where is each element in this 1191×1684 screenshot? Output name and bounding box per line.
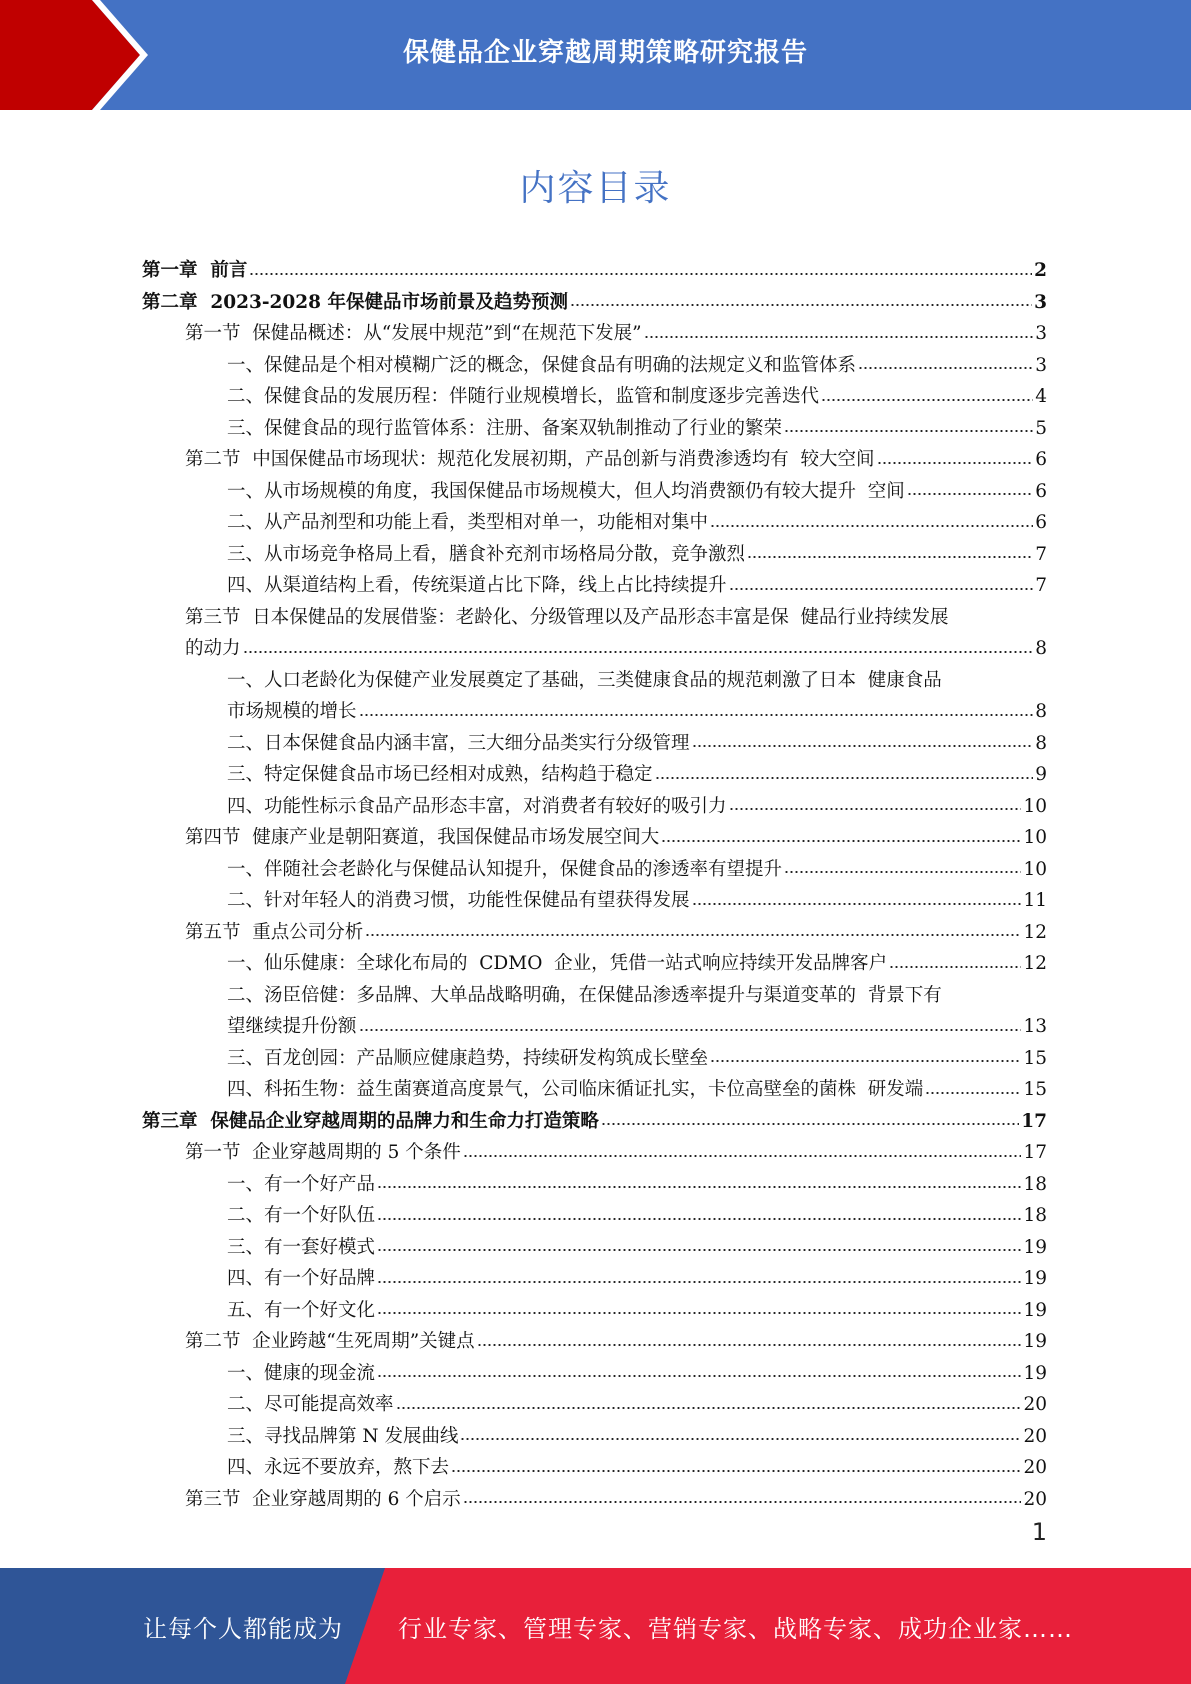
toc-entry-page: 10: [1023, 827, 1047, 848]
dot-leader: [784, 858, 1021, 877]
toc-entry-title: 四、科拓生物：益生菌赛道高度景气，公司临床循证扎实，卡位高壁垒的菌株 研发端: [227, 1079, 924, 1100]
toc-entry[interactable]: [142, 1137, 1047, 1169]
toc-entry-title: 市场规模的增长: [227, 701, 357, 722]
toc-entry-page: 3: [1035, 354, 1047, 376]
dot-leader: [729, 795, 1022, 814]
toc-entry[interactable]: [142, 1074, 1047, 1106]
toc-entry-page: 12: [1023, 953, 1047, 974]
dot-leader: [784, 417, 1033, 436]
toc-entry[interactable]: [142, 696, 1047, 728]
toc-entry-title: 一、从市场规模的角度，我国保健品市场规模大，但人均消费额仍有较大提升 空间: [227, 480, 905, 502]
toc-entry-title: 第一节 保健品概述：从“发展中规范”到“在规范下发展”: [185, 323, 642, 344]
toc-entry[interactable]: [142, 1358, 1047, 1390]
toc-entry-title: 四、从渠道结构上看，传统渠道占比下降，线上占比持续提升: [227, 575, 727, 596]
dot-leader: [601, 1110, 1019, 1129]
toc-entry-title: 三、特定保健食品市场已经相对成熟，结构趋于稳定: [227, 764, 653, 785]
toc-entry-page: 15: [1023, 1079, 1047, 1100]
dot-leader: [858, 354, 1033, 373]
toc-entry-title: 一、仙乐健康：全球化布局的 CDMO 企业，凭借一站式响应持续开发品牌客户: [227, 953, 888, 974]
toc-entry-title: 三、寻找品牌第 N 发展曲线: [227, 1425, 459, 1447]
toc-entry-title: 第三章 保健品企业穿越周期的品牌力和生命力打造策略: [142, 1110, 599, 1132]
toc-entry-page: 20: [1023, 1425, 1047, 1447]
dot-leader: [463, 1142, 1022, 1161]
dot-leader: [359, 1016, 1022, 1035]
toc-entry[interactable]: [142, 444, 1047, 476]
toc-entry-page: 11: [1023, 890, 1047, 911]
dot-leader: [249, 260, 1032, 279]
toc-entry-line: 第三节 日本保健品的发展借鉴：老龄化、分级管理以及产品形态丰富是保 健品行业持续发展: [185, 606, 949, 628]
dot-leader: [821, 386, 1033, 405]
toc-entry[interactable]: [142, 287, 1047, 319]
toc-entry-page: 19: [1023, 1362, 1047, 1384]
toc-entry-title: 一、保健品是个相对模糊广泛的概念，保健食品有明确的法规定义和监管体系: [227, 354, 857, 376]
toc-entry[interactable]: [142, 539, 1047, 571]
toc-entry-title: 第三节 企业穿越周期的 6 个启示: [185, 1488, 461, 1510]
toc-entry[interactable]: [142, 1452, 1047, 1484]
dot-leader: [377, 1173, 1021, 1192]
toc-entry-page: 7: [1035, 575, 1047, 596]
toc-entry-title: 第二章 2023-2028 年保健品市场前景及趋势预测: [142, 291, 568, 313]
toc-entry-page: 7: [1035, 543, 1047, 565]
toc-entry-page: 5: [1035, 417, 1047, 439]
dot-leader: [729, 575, 1034, 594]
toc-entry[interactable]: [142, 1011, 1047, 1043]
toc-entry[interactable]: [142, 1263, 1047, 1295]
dot-leader: [661, 827, 1021, 846]
dot-leader: [655, 764, 1034, 783]
dot-leader: [692, 890, 1022, 909]
toc-entry[interactable]: [142, 1389, 1047, 1421]
toc-entry[interactable]: [142, 570, 1047, 602]
toc-entry-title: 三、从市场竞争格局上看，膳食补充剂市场格局分散，竞争激烈: [227, 543, 746, 565]
toc-entry[interactable]: [142, 1169, 1047, 1201]
toc-entry[interactable]: [142, 759, 1047, 791]
toc-entry-title: 一、有一个好产品: [227, 1173, 376, 1195]
toc-entry-title: 二、从产品剂型和功能上看，类型相对单一，功能相对集中: [227, 512, 709, 533]
toc-entry-title: 第二节 企业跨越“生死周期”关键点: [185, 1331, 475, 1352]
toc-entry-page: 6: [1035, 449, 1047, 470]
toc-entry-page: 19: [1023, 1268, 1047, 1289]
toc-entry-title: 二、针对年轻人的消费习惯，功能性保健品有望获得发展: [227, 890, 690, 911]
toc-entry-page: 20: [1023, 1457, 1047, 1478]
toc-entry-title: 二、保健食品的发展历程：伴随行业规模增长，监管和制度逐步完善迭代: [227, 386, 820, 407]
table-of-contents: [142, 255, 1047, 1515]
toc-entry-title: 三、百龙创园：产品顺应健康趋势，持续研发构筑成长壁垒: [227, 1047, 709, 1069]
dot-leader: [377, 1205, 1021, 1224]
toc-entry-title: 四、功能性标示食品产品形态丰富，对消费者有较好的吸引力: [227, 795, 727, 817]
toc-entry[interactable]: [142, 1484, 1047, 1516]
dot-leader: [377, 1362, 1021, 1381]
toc-entry[interactable]: [142, 633, 1047, 665]
dot-leader: [451, 1457, 1021, 1476]
toc-entry-page: 6: [1035, 480, 1047, 502]
toc-entry-title: 第四节 健康产业是朝阳赛道，我国保健品市场发展空间大: [185, 827, 660, 848]
toc-entry[interactable]: [142, 381, 1047, 413]
toc-entry-page: 17: [1021, 1110, 1047, 1132]
toc-entry[interactable]: [142, 350, 1047, 382]
report-footer: [0, 1568, 1191, 1684]
toc-entry[interactable]: [142, 1106, 1047, 1138]
toc-entry-title: 三、保健食品的现行监管体系：注册、备案双轨制推动了行业的繁荣: [227, 417, 783, 439]
toc-entry-page: 10: [1023, 858, 1047, 880]
dot-leader: [710, 512, 1033, 531]
dot-leader: [747, 543, 1033, 562]
toc-entry-page: 9: [1035, 764, 1047, 785]
dot-leader: [692, 732, 1034, 751]
dot-leader: [925, 1079, 1021, 1098]
toc-entry[interactable]: [142, 255, 1047, 287]
toc-entry-title: 第五节 重点公司分析: [185, 921, 364, 943]
dot-leader: [377, 1268, 1021, 1287]
toc-entry[interactable]: [142, 1232, 1047, 1264]
toc-entry-page: 12: [1023, 921, 1047, 943]
toc-entry-page: 15: [1023, 1047, 1047, 1069]
page-number: 1: [1031, 1518, 1047, 1546]
toc-entry-page: 19: [1023, 1236, 1047, 1258]
dot-leader: [460, 1425, 1021, 1444]
toc-entry-line: 二、汤臣倍健：多品牌、大单品战略明确，在保健品渗透率提升与渠道变革的 背景下有: [227, 984, 942, 1006]
toc-entry[interactable]: [142, 948, 1047, 980]
toc-entry[interactable]: [142, 728, 1047, 760]
toc-entry[interactable]: [142, 1295, 1047, 1327]
toc-entry-title: 第二节 中国保健品市场现状：规范化发展初期，产品创新与消费渗透均有 较大空间: [185, 449, 875, 470]
toc-entry-page: 19: [1023, 1299, 1047, 1321]
toc-entry-page: 17: [1023, 1142, 1047, 1163]
toc-entry-page: 6: [1035, 512, 1047, 533]
toc-entry-title: 四、有一个好品牌: [227, 1268, 376, 1289]
toc-entry[interactable]: [142, 413, 1047, 445]
toc-entry-page: 8: [1035, 638, 1047, 659]
toc-entry-page: 20: [1023, 1488, 1047, 1510]
dot-leader: [359, 701, 1034, 720]
toc-entry-title: 望继续提升份额: [227, 1016, 357, 1037]
toc-entry[interactable]: [142, 1200, 1047, 1232]
toc-entry[interactable]: [142, 1043, 1047, 1075]
toc-entry-title: 三、有一套好模式: [227, 1236, 376, 1258]
toc-entry-title: 第一节 企业穿越周期的 5 个条件: [185, 1142, 461, 1163]
report-title: 保健品企业穿越周期策略研究报告: [402, 37, 808, 68]
dot-leader: [396, 1394, 1022, 1413]
toc-entry-page: 3: [1034, 291, 1047, 313]
toc-heading: 内容目录: [519, 168, 672, 209]
toc-entry-page: 20: [1023, 1394, 1047, 1415]
toc-entry[interactable]: [142, 1421, 1047, 1453]
dot-leader: [365, 921, 1021, 940]
toc-entry[interactable]: [142, 885, 1047, 917]
toc-entry-title: 二、尽可能提高效率: [227, 1394, 394, 1415]
toc-entry-title: 二、有一个好队伍: [227, 1205, 376, 1226]
report-header: [0, 0, 1191, 110]
dot-leader: [889, 953, 1021, 972]
toc-entry-page: 19: [1023, 1331, 1047, 1352]
toc-entry-title: 一、伴随社会老龄化与保健品认知提升，保健食品的渗透率有望提升: [227, 858, 783, 880]
toc-entry-title: 五、有一个好文化: [227, 1299, 376, 1321]
toc-entry-page: 8: [1035, 732, 1047, 754]
toc-entry-line: 一、人口老龄化为保健产业发展奠定了基础，三类健康食品的规范刺激了日本 健康食品: [227, 669, 942, 691]
toc-entry[interactable]: [142, 791, 1047, 823]
dot-leader: [907, 480, 1033, 499]
dot-leader: [243, 638, 1034, 657]
dot-leader: [463, 1488, 1022, 1507]
toc-entry[interactable]: [142, 507, 1047, 539]
toc-entry-title: 第一章 前言: [142, 260, 248, 281]
toc-entry-page: 18: [1023, 1205, 1047, 1226]
toc-entry[interactable]: [142, 1326, 1047, 1358]
dot-leader: [644, 323, 1034, 342]
toc-entry[interactable]: [142, 318, 1047, 350]
toc-entry-title: 的动力: [185, 638, 241, 659]
toc-entry-page: 4: [1035, 386, 1047, 407]
footer-slogan-right: 行业专家、管理专家、营销专家、战略专家、成功企业家……: [398, 1614, 1073, 1643]
toc-entry-title: 一、健康的现金流: [227, 1362, 376, 1384]
toc-entry-page: 2: [1034, 260, 1047, 281]
dot-leader: [477, 1331, 1022, 1350]
footer-slogan-left: 让每个人都能成为: [143, 1614, 343, 1643]
dot-leader: [377, 1236, 1021, 1255]
toc-entry[interactable]: [142, 476, 1047, 508]
toc-entry-page: 18: [1023, 1173, 1047, 1195]
dot-leader: [710, 1047, 1021, 1066]
toc-entry[interactable]: [142, 917, 1047, 949]
toc-entry[interactable]: [142, 854, 1047, 886]
dot-leader: [877, 449, 1034, 468]
dot-leader: [377, 1299, 1021, 1318]
toc-entry-page: 3: [1035, 323, 1047, 344]
toc-entry-page: 13: [1023, 1016, 1047, 1037]
toc-entry-title: 四、永远不要放弃，熬下去: [227, 1457, 450, 1478]
toc-entry-title: 二、日本保健食品内涵丰富，三大细分品类实行分级管理: [227, 732, 690, 754]
toc-entry-page: 10: [1023, 795, 1047, 817]
dot-leader: [570, 291, 1032, 310]
toc-entry-page: 8: [1035, 701, 1047, 722]
toc-entry[interactable]: [142, 822, 1047, 854]
